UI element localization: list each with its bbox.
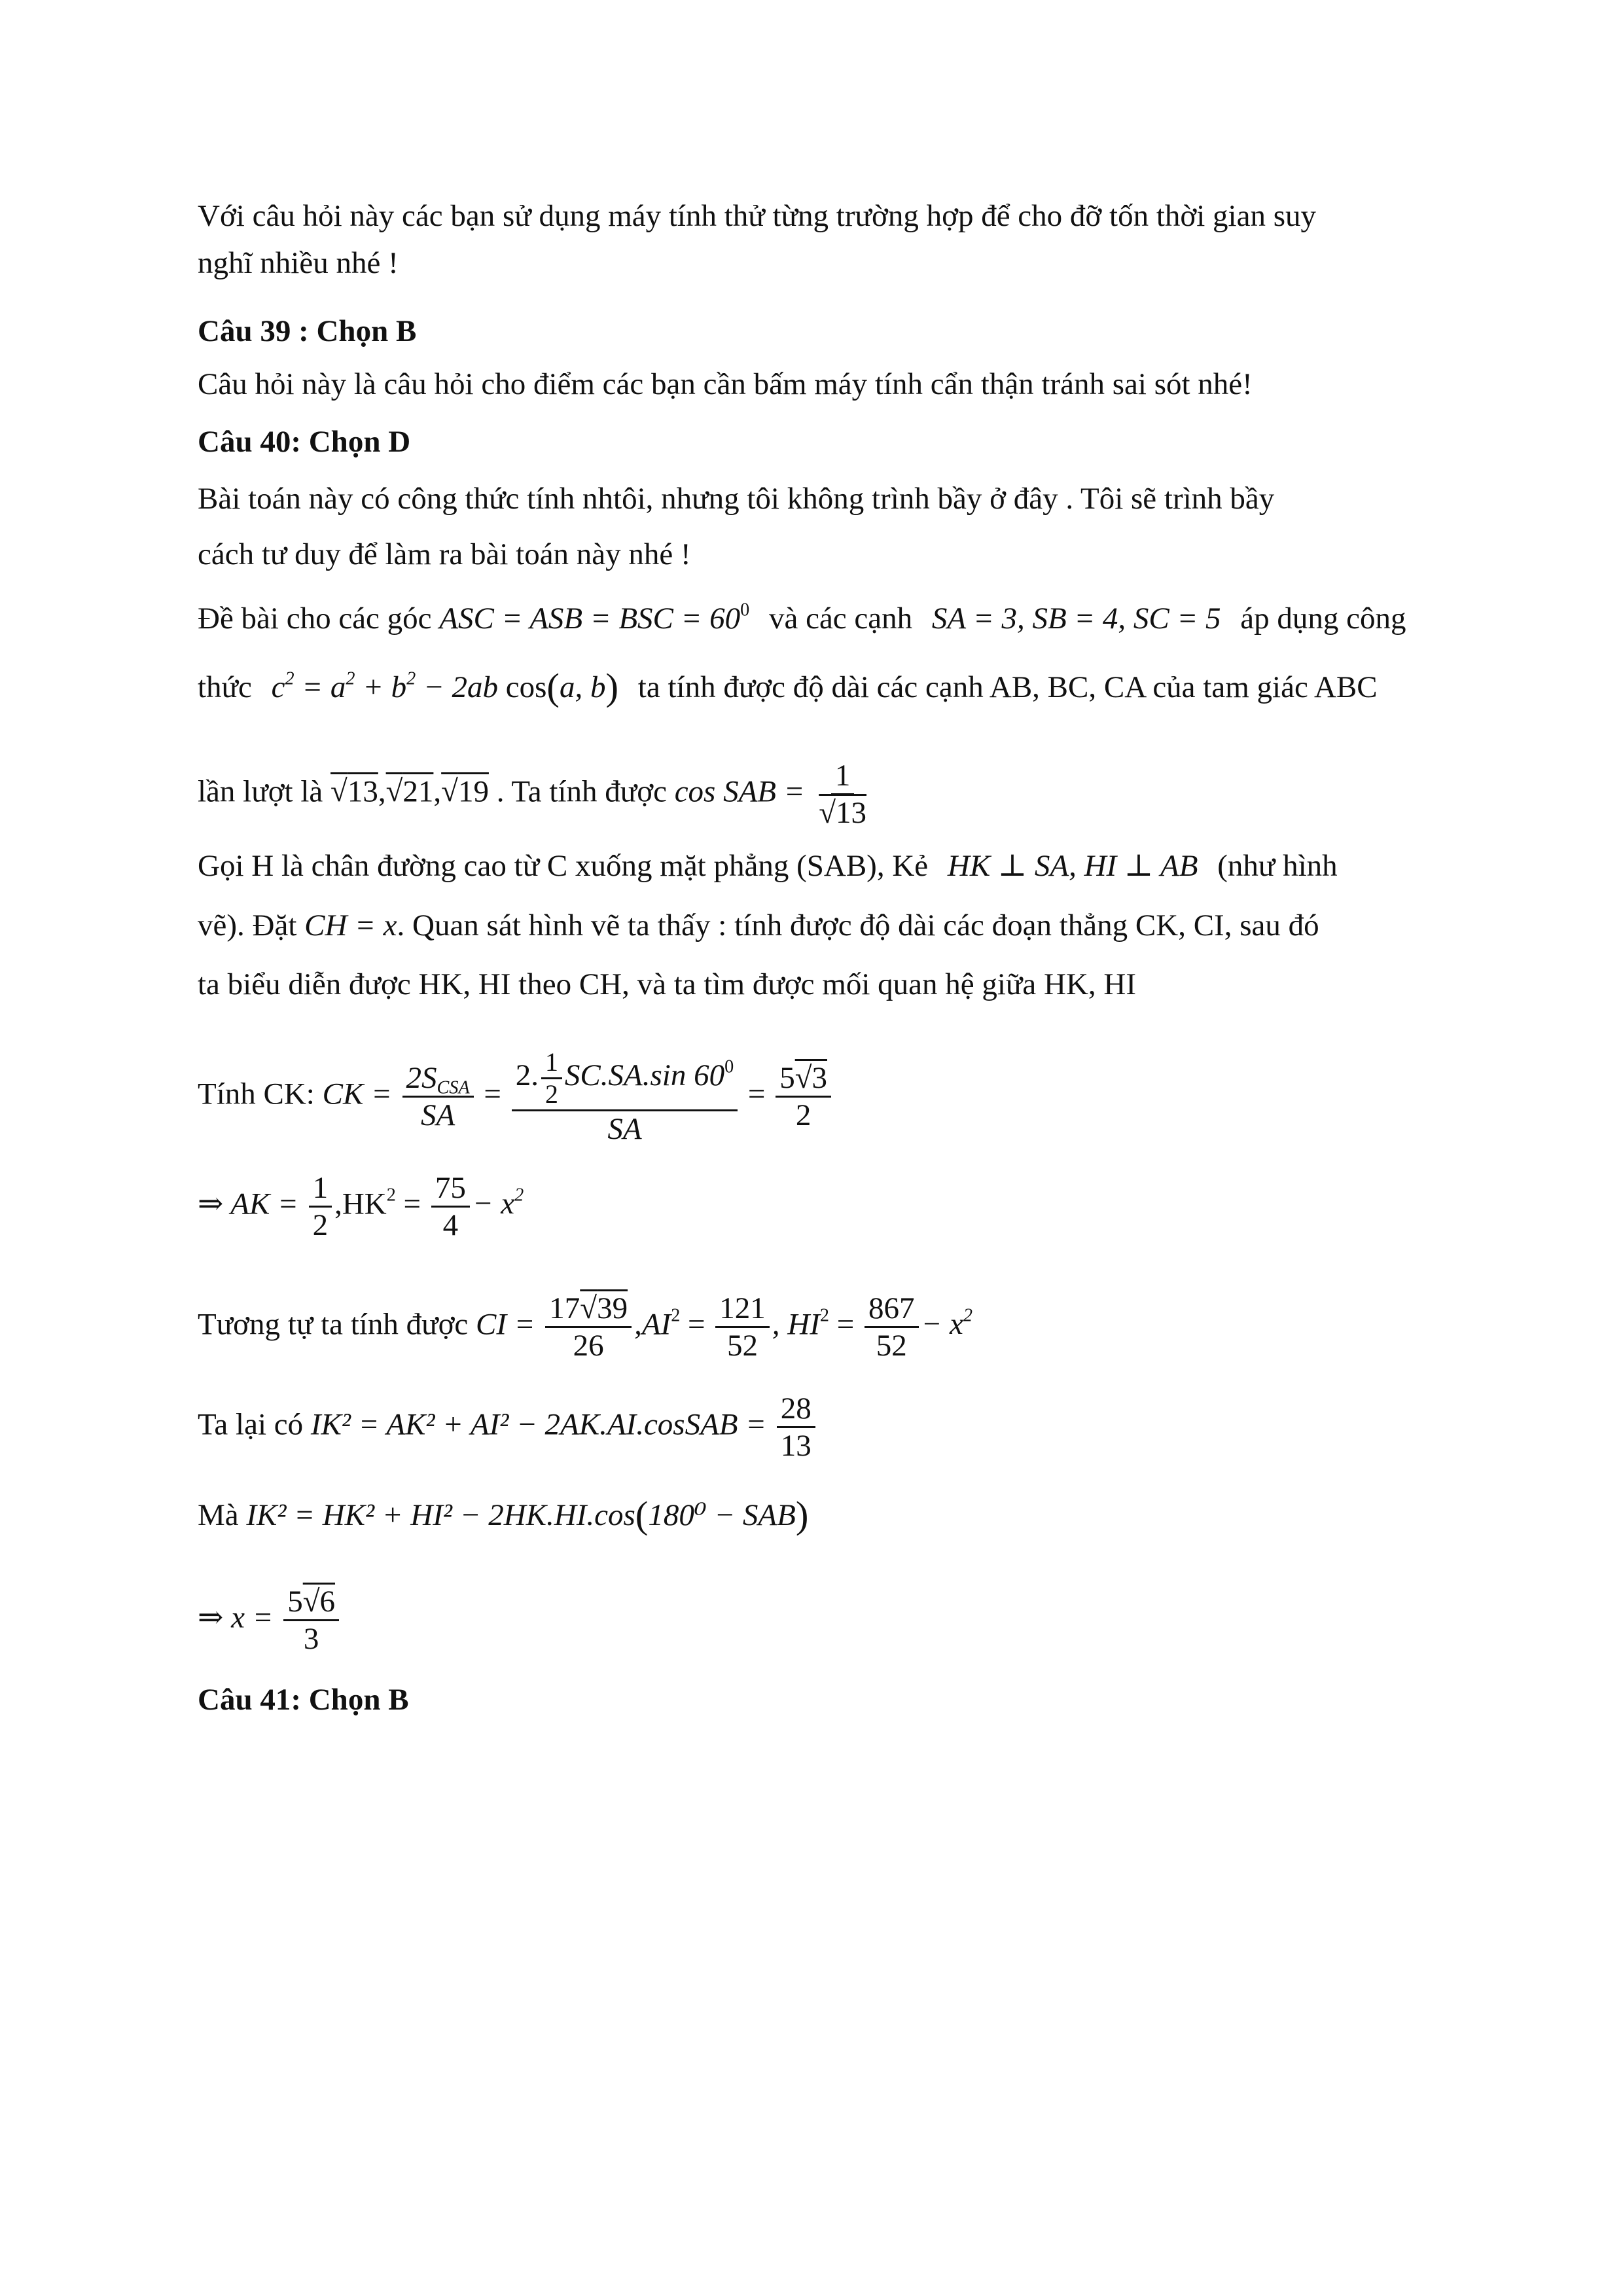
lengths-line: lần lượt là √ 13,√ 21,√ 19 . Ta tính được cos SAB = 1 √ 13 (198, 758, 873, 831)
text-line: Câu hỏi này là câu hỏi cho điểm các bạn cần bấm máy tính cẩn thận tránh sai sót nhé! (198, 367, 1253, 401)
question-39-heading: Câu 39 : Chọn B (198, 314, 417, 348)
lengths-mid: . Ta tính được (496, 774, 667, 809)
given-suffix: áp dụng công (1240, 601, 1406, 636)
sides-expr: SA = 3, SB = 4, SC = 5 (931, 601, 1221, 636)
ci-line: Tương tự ta tính được CI = $\frac{17√ 39}{26}$ $,AI^2$ = $\frac{121}{52}$ , $HI^2$ = $\frac{867}{52}$ − $x^2$ (198, 1291, 972, 1363)
ck-result: $\frac{5√ 3}{2}$ (776, 1060, 831, 1133)
root-21: √ 21 (386, 774, 434, 808)
degree-superscript: 0 (740, 600, 750, 620)
given-prefix: Đề bài cho các góc (198, 601, 432, 636)
perp-expr: HK ⊥ SA, HI ⊥ AB (947, 849, 1198, 883)
formula-suffix: ta tính được độ dài các cạnh AB, BC, CA của tam giác ABC (637, 670, 1378, 704)
formula-line (198, 668, 1378, 707)
cos-fraction: 1 √ 13 (815, 758, 870, 831)
ik-line: Ta lại có IK² = AK² + AI² − 2AK.AI.cosSAB = $\frac{28}{13}$ (198, 1391, 818, 1463)
text-line: cách tư duy để làm ra bài toán này nhé ! (198, 537, 691, 571)
ik2-line: Mà IK² = HK² + HI² − 2HK.HI.cos(180⁰ − SAB) (198, 1494, 809, 1536)
h-line-3: ta biểu diễn được HK, HI theo CH, và ta tìm được mối quan hệ giữa HK, HI (198, 967, 1136, 1001)
h-line-2: vẽ). Đặt CH = x. Quan sát hình vẽ ta thấy : tính được độ dài các đoạn thẳng CK, CI, sau đó (198, 908, 1319, 942)
given-line (198, 599, 1406, 638)
cosine-law: $c^2 = a^2 + b^2 - 2ab$ cos(a, b) (271, 666, 619, 708)
ck-fraction-1: $\frac{2S_{CSA}}{SA}$ (402, 1060, 474, 1133)
text-line: Với câu hỏi này các bạn sử dụng máy tính thử từng trường hợp để cho đỡ tốn thời gian suy (198, 199, 1317, 233)
root-19: √ 19 (441, 774, 489, 808)
lengths-prefix: lần lượt là (198, 774, 323, 809)
h-line-1: Gọi H là chân đường cao từ C xuống mặt phẳng (SAB), Kẻ HK ⊥ SA, HI ⊥ AB (như hình (198, 849, 1338, 883)
question-41-heading: Câu 41: Chọn B (198, 1683, 409, 1717)
angles-expr: ASC = ASB = BSC = 60 (439, 601, 741, 636)
text-line: nghĩ nhiều nhé ! (198, 246, 399, 280)
x-result-line: ⇒ x = $\frac{5√ 6}{3}$ (198, 1584, 342, 1657)
question-40-heading: Câu 40: Chọn D (198, 425, 411, 459)
ak-line: ⇒ AK = $\frac{1}{2}$ $,HK^2$ = $\frac{75}{4}$ − $x^2$ (198, 1171, 524, 1243)
root-13: √ 13 (330, 774, 378, 808)
cos-label: cos SAB = (674, 774, 805, 809)
ck-line: Tính CK: CK = $\frac{2S_{CSA}}{SA}$ = 2. $\frac{1}{2}$ SC.SA.sin $60^0$ SA = $\frac{5√ 3}{2}$ (198, 1047, 834, 1147)
given-mid: và các cạnh (768, 601, 913, 636)
formula-prefix: thức (198, 670, 252, 704)
ck-fraction-2: 2. $\frac{1}{2}$ SC.SA.sin $60^0$ SA (512, 1047, 738, 1147)
text-line: Bài toán này có công thức tính nhtôi, nhưng tôi không trình bầy ở đây . Tôi sẽ trình bầy (198, 482, 1275, 516)
ch-expr: CH = x (304, 908, 397, 942)
